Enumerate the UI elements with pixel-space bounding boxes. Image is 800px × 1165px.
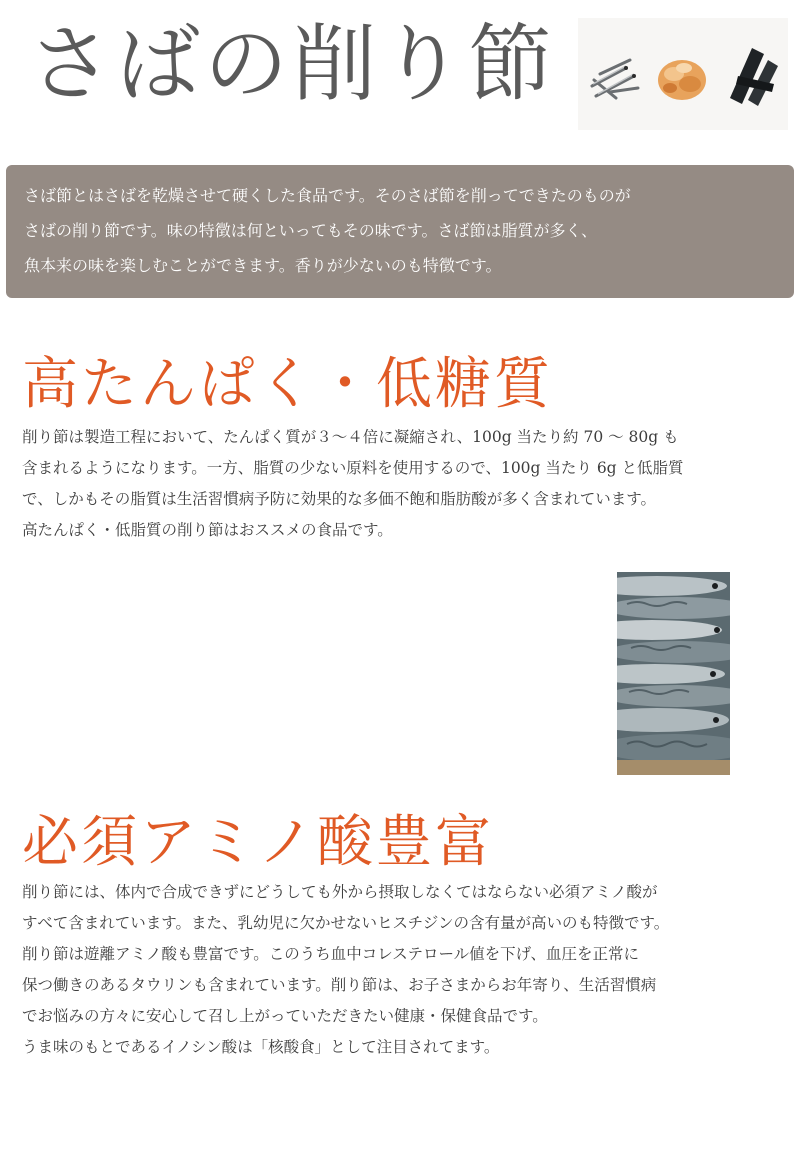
body-line: うま味のもとであるイノシン酸は「核酸食」として注目されてます。 bbox=[22, 1038, 500, 1056]
intro-box bbox=[6, 165, 794, 298]
body-line: 削り節には、体内で合成できずにどうしても外から摂取しなくてはならない必須アミノ酸が bbox=[22, 883, 658, 901]
body-line: 削り節は遊離アミノ酸も豊富です。このうち血中コレステロール値を下げ、血圧を正常に bbox=[22, 945, 640, 963]
intro-line: さばの削り節です。味の特徴は何といってもその味です。さば節は脂質が多く、 bbox=[24, 221, 598, 240]
body-line: でお悩みの方々に安心して召し上がっていただきたい健康・保健食品です。 bbox=[22, 1007, 548, 1025]
section-body-amino bbox=[22, 877, 792, 1063]
kelp-icon bbox=[724, 40, 784, 110]
body-line: で、しかもその脂質は生活習慣病予防に効果的な多価不飽和脂肪酸が多く含まれています。 bbox=[22, 490, 656, 508]
bonito-flakes-icon bbox=[654, 48, 710, 104]
body-line: 含まれるようになります。一方、脂質の少ない原料を使用するので、100g 当たり 6g と低脂質 bbox=[22, 459, 684, 477]
dried-sardines-icon bbox=[586, 46, 644, 106]
body-line: すべて含まれています。また、乳幼児に欠かせないヒスチジンの含有量が高いのも特徴です。 bbox=[22, 914, 670, 932]
mackerel-photo bbox=[617, 572, 730, 775]
intro-line: 魚本来の味を楽しむことができます。香りが少ないのも特徴です。 bbox=[24, 256, 502, 275]
section-body-protein bbox=[22, 422, 792, 546]
page-title: さばの削り節 bbox=[28, 15, 557, 113]
section-heading-amino: 必須アミノ酸豊富 bbox=[22, 810, 494, 875]
section-heading-protein: 高たんぱく・低糖質 bbox=[22, 352, 553, 417]
body-line: 保つ働きのあるタウリンも含まれています。削り節は、お子さまからお年寄り、生活習慣病 bbox=[22, 976, 657, 994]
body-line: 削り節は製造工程において、たんぱく質が３～４倍に凝縮され、100g 当たり約 70 ～ 80g も bbox=[22, 428, 679, 446]
intro-line: さば節とはさばを乾燥させて硬くした食品です。そのさば節を削ってできたのものが bbox=[24, 186, 631, 205]
product-thumbnails bbox=[578, 18, 788, 130]
body-line: 高たんぱく・低脂質の削り節はおススメの食品です。 bbox=[22, 521, 393, 539]
